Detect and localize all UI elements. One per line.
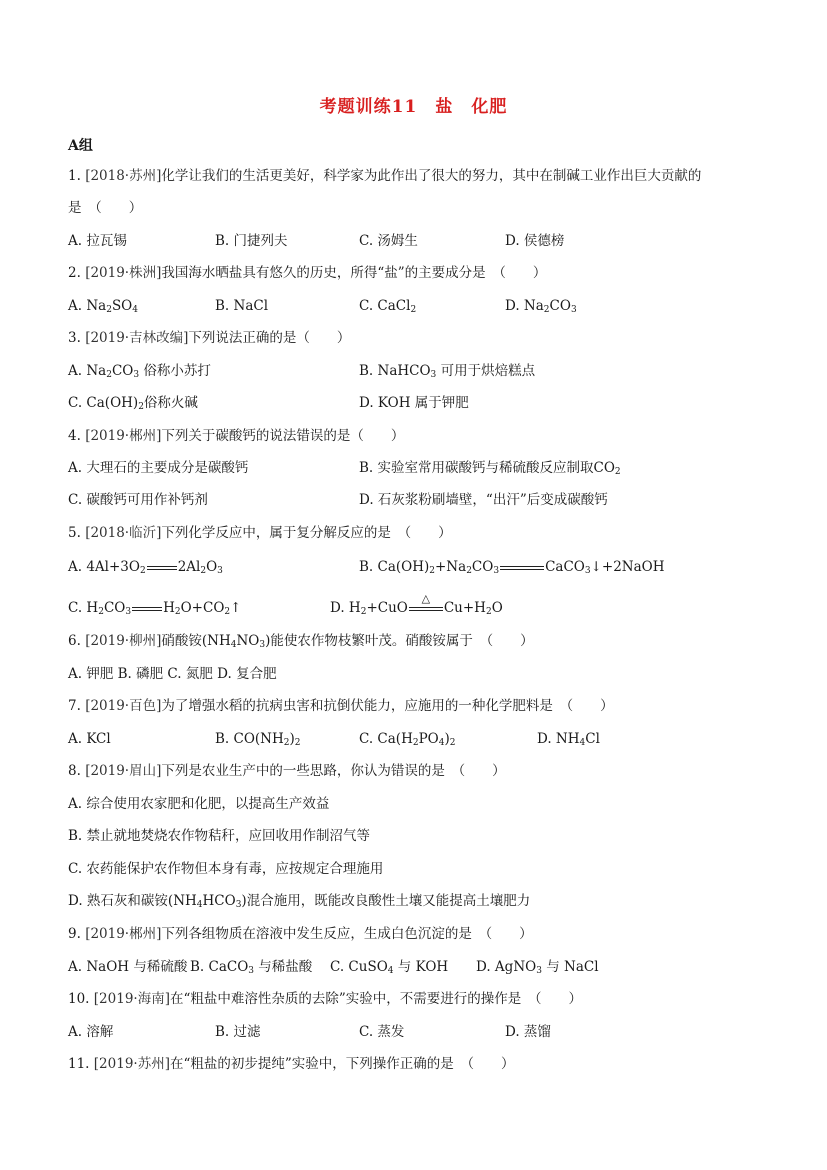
question-source: [2019·郴州] [85,428,162,444]
question-3 [68,328,350,348]
question-text: 化学让我们的生活更美好，科学家为此作出了很大的努力，其中在制碱工业作出巨大贡献的 [161,168,702,184]
option-a: A. $4Al+3O_2$ $2Al_2O_3$ [68,559,223,576]
option-c: C. 农药能保护农作物但本身有毒，应按规定合理施用 [68,861,384,877]
question-1-cont: 是 （ ） [68,200,143,216]
question-1 [68,166,701,186]
question-text: 下列是农业生产中的一些思路，你认为错误的是 （ ） [161,763,506,779]
question-source: [2019·眉山] [85,763,162,779]
question-text: 在“粗盐的初步提纯”实验中，下列操作正确的是 （ ） [169,1056,515,1072]
question-source: [2019·吉林改编] [85,330,189,346]
question-2 [68,263,546,283]
option-a: A. 综合使用农家肥和化肥，以提高生产效益 [68,796,330,812]
question-source: [2019·苏州] [93,1056,170,1072]
option-d: D. $NH_4Cl$ [537,731,600,748]
option-b: B. CaCO$_3$ 与稀盐酸 [190,959,313,976]
question-source: [2019·海南] [93,991,170,1007]
question-text: 为了增强水稻的抗病虫害和抗倒伏能力，应施用的一种化学肥料是 （ ） [161,698,614,714]
option-a: A. $Na_2SO_4$ [68,298,138,315]
question-number: 4. [68,428,81,444]
question-number: 7. [68,698,81,714]
question-text: 下列说法正确的是（ ） [188,330,351,346]
option-c: C. $H_2CO_3$ $H_2O+CO_2↑$ [68,600,242,617]
option-b: B. NaCl [215,298,269,314]
option-c: C. CaCl$_2$ [359,298,417,315]
question-text: 下列化学反应中，属于复分解反应的是 （ ） [161,525,452,541]
question-source: [2019·百色] [85,698,162,714]
option-d: D. 熟石灰和碳铵$(NH_4HCO_3)$混合施用，既能改良酸性土壤又能提高土壤肥力 [68,893,531,910]
option-d: D. 石灰浆粉刷墙壁，“出汗”后变成碳酸钙 [359,492,608,508]
option-a: A. 溶解 [68,1024,114,1040]
option-b: B. $CO(NH_2)_2$ [215,731,301,748]
question-number: 3. [68,330,81,346]
question-text: 在“粗盐中难溶性杂质的去除”实验中，不需要进行的操作是 （ ） [169,991,583,1007]
question-number: 5. [68,525,81,541]
question-number: 10. [68,991,90,1007]
question-source: [2019·郴州] [85,926,162,942]
question-7 [68,696,614,716]
group-label: A组 [68,138,93,154]
option-c: C. $Ca(H_2PO_4)_2$ [359,731,456,748]
option-d: D. $Na_2CO_3$ [505,298,577,315]
question-source: [2019·株洲] [85,265,162,281]
option-b: B. $Ca(OH)_2+Na_2CO_3$ CaCO$_3$↓+2NaOH [359,559,665,576]
option-b: B. 过滤 [215,1024,261,1040]
question-text: 下列关于碳酸钙的说法错误的是（ ） [161,428,405,444]
options-row: A. 钾肥 B. 磷肥 C. 氮肥 D. 复合肥 [68,666,277,682]
question-text: 下列各组物质在溶液中发生反应，生成白色沉淀的是 （ ） [161,926,533,942]
option-c: C. 蒸发 [359,1024,405,1040]
option-b: B. NaHCO$_3$ 可用于烘焙糕点 [359,363,536,380]
question-source: [2018·临沂] [85,525,162,541]
question-11 [68,1054,515,1074]
option-c: C. 碳酸钙可用作补钙剂 [68,492,208,508]
option-d: D. 蒸馏 [505,1024,551,1040]
question-9 [68,924,533,944]
option-b: B. 禁止就地焚烧农作物秸秆，应回收用作制沼气等 [68,828,371,844]
option-a: A. KCl [68,731,111,747]
question-number: 8. [68,763,81,779]
option-c: C. CuSO$_4$ 与 KOH [330,959,449,976]
option-a: A. NaOH 与稀硫酸 [68,959,188,975]
question-number: 9. [68,926,81,942]
option-d: D. $H_2+CuO$ △ $Cu+H_2O$ [330,598,503,619]
question-5 [68,523,452,543]
option-a: A. 大理石的主要成分是碳酸钙 [68,460,249,476]
question-source: [2018·苏州] [85,168,162,184]
question-6: 6. [2019·柳州]硝酸铵$(NH_4NO_3)$能使农作物枝繁叶茂。硝酸铵属于 （ ） [68,633,534,650]
option-b: B. 实验室常用碳酸钙与稀硫酸反应制取$CO_2$ [359,460,621,477]
question-10 [68,989,582,1009]
option-a: A. $Na_2CO_3$ 俗称小苏打 [68,363,211,380]
option-c: C. 汤姆生 [359,233,418,249]
question-number: 1. [68,168,81,184]
page-title: 考题训练11 盐 化肥 [319,97,508,117]
option-d: D. 侯德榜 [505,233,565,249]
option-b: B. 门捷列夫 [215,233,288,249]
question-text: 我国海水晒盐具有悠久的历史，所得“盐”的主要成分是 （ ） [161,265,547,281]
question-number: 11. [68,1056,90,1072]
option-d: D. KOH 属于钾肥 [359,395,469,411]
question-8 [68,761,506,781]
question-4 [68,426,404,446]
option-a: A. 拉瓦锡 [68,233,127,249]
question-number: 6. [68,633,81,649]
option-d: D. AgNO$_3$ 与 NaCl [476,959,599,976]
question-source: [2019·柳州] [85,633,162,649]
heat-symbol: △ [421,591,431,605]
option-c: C. $Ca(OH)_2$俗称火碱 [68,395,198,412]
question-number: 2. [68,265,81,281]
